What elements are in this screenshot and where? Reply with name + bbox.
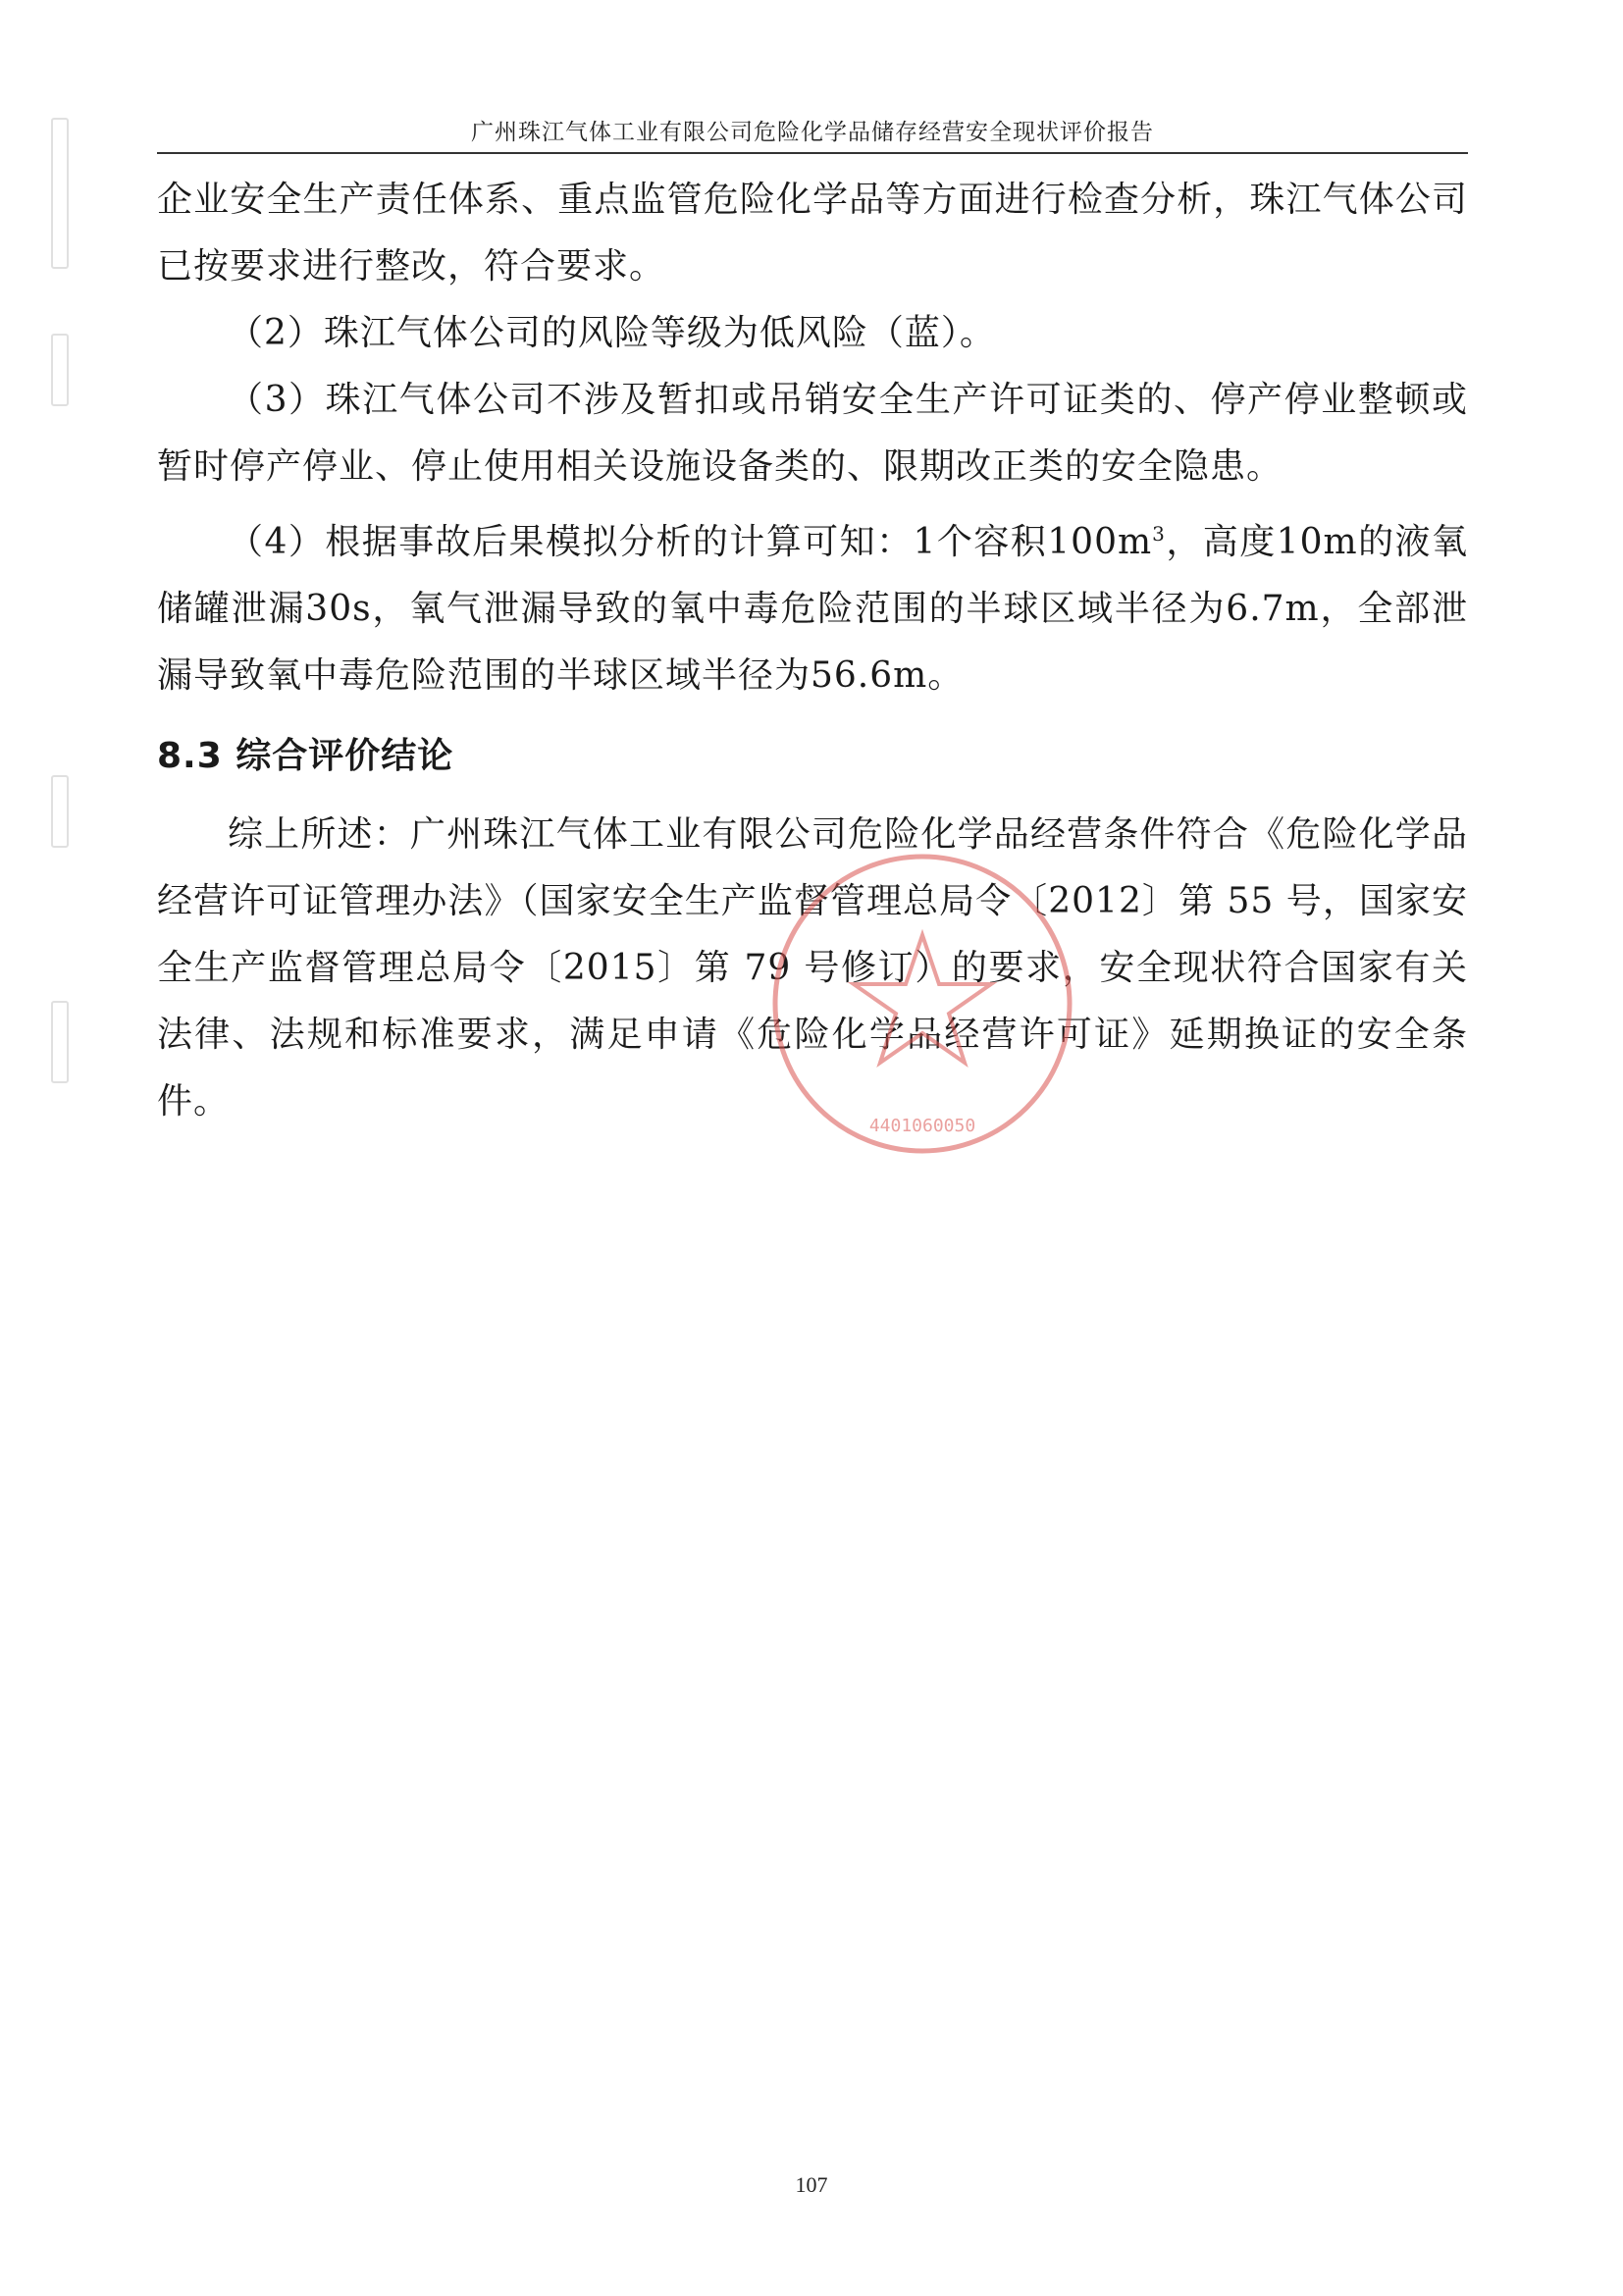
scan-mark xyxy=(51,334,69,406)
paragraph-continuation: 企业安全生产责任体系、重点监管危险化学品等方面进行检查分析，珠江气体公司已按要求进行整改，符合要求。 xyxy=(157,180,1468,287)
document-body xyxy=(157,167,1468,1135)
seal-number: 4401060050 xyxy=(868,1116,976,1136)
scan-mark xyxy=(51,775,69,848)
conclusion-paragraph: 综上所述：广州珠江气体工业有限公司危险化学品经营条件符合《危险化学品经营许可证管理办法》（国家安全生产监督管理总局令〔2012〕第 55 号，国家安全生产监督管理总局令〔2015〕第 79 号修订）的要求，安全现状符合国家有关法律、法规和标准要求，满足申请《危险化学品经营许可证》延期换证的安全条件。 xyxy=(157,814,1468,1122)
paragraph-item-4 xyxy=(157,500,1468,709)
page-number: 107 xyxy=(795,2172,828,2197)
paragraph-item-2: （2）珠江气体公司的风险等级为低风险（蓝）。 xyxy=(228,313,996,353)
paragraph-item-4-text: （4）根据事故后果模拟分析的计算可知：1个容积100m xyxy=(228,522,1153,562)
cubic-superscript: 3 xyxy=(1152,522,1166,546)
scan-mark xyxy=(51,1001,69,1083)
header-divider xyxy=(157,152,1468,154)
section-heading: 8.3 综合评价结论 xyxy=(157,736,454,776)
scan-mark xyxy=(51,118,69,269)
page-header-title: 广州珠江气体工业有限公司危险化学品储存经营安全现状评价报告 xyxy=(471,120,1154,145)
paragraph-item-4-text-cont: ，高度10m的液氧储罐泄漏30s，氧气泄漏导致的氧中毒危险范围的半球区域半径为6.7m，全部泄漏导致氧中毒危险范围的半球区域半径为56.6m。 xyxy=(157,522,1468,696)
paragraph-item-3: （3）珠江气体公司不涉及暂扣或吊销安全生产许可证类的、停产停业整顿或暂时停产停业、停止使用相关设施设备类的、限期改正类的安全隐患。 xyxy=(157,380,1468,487)
